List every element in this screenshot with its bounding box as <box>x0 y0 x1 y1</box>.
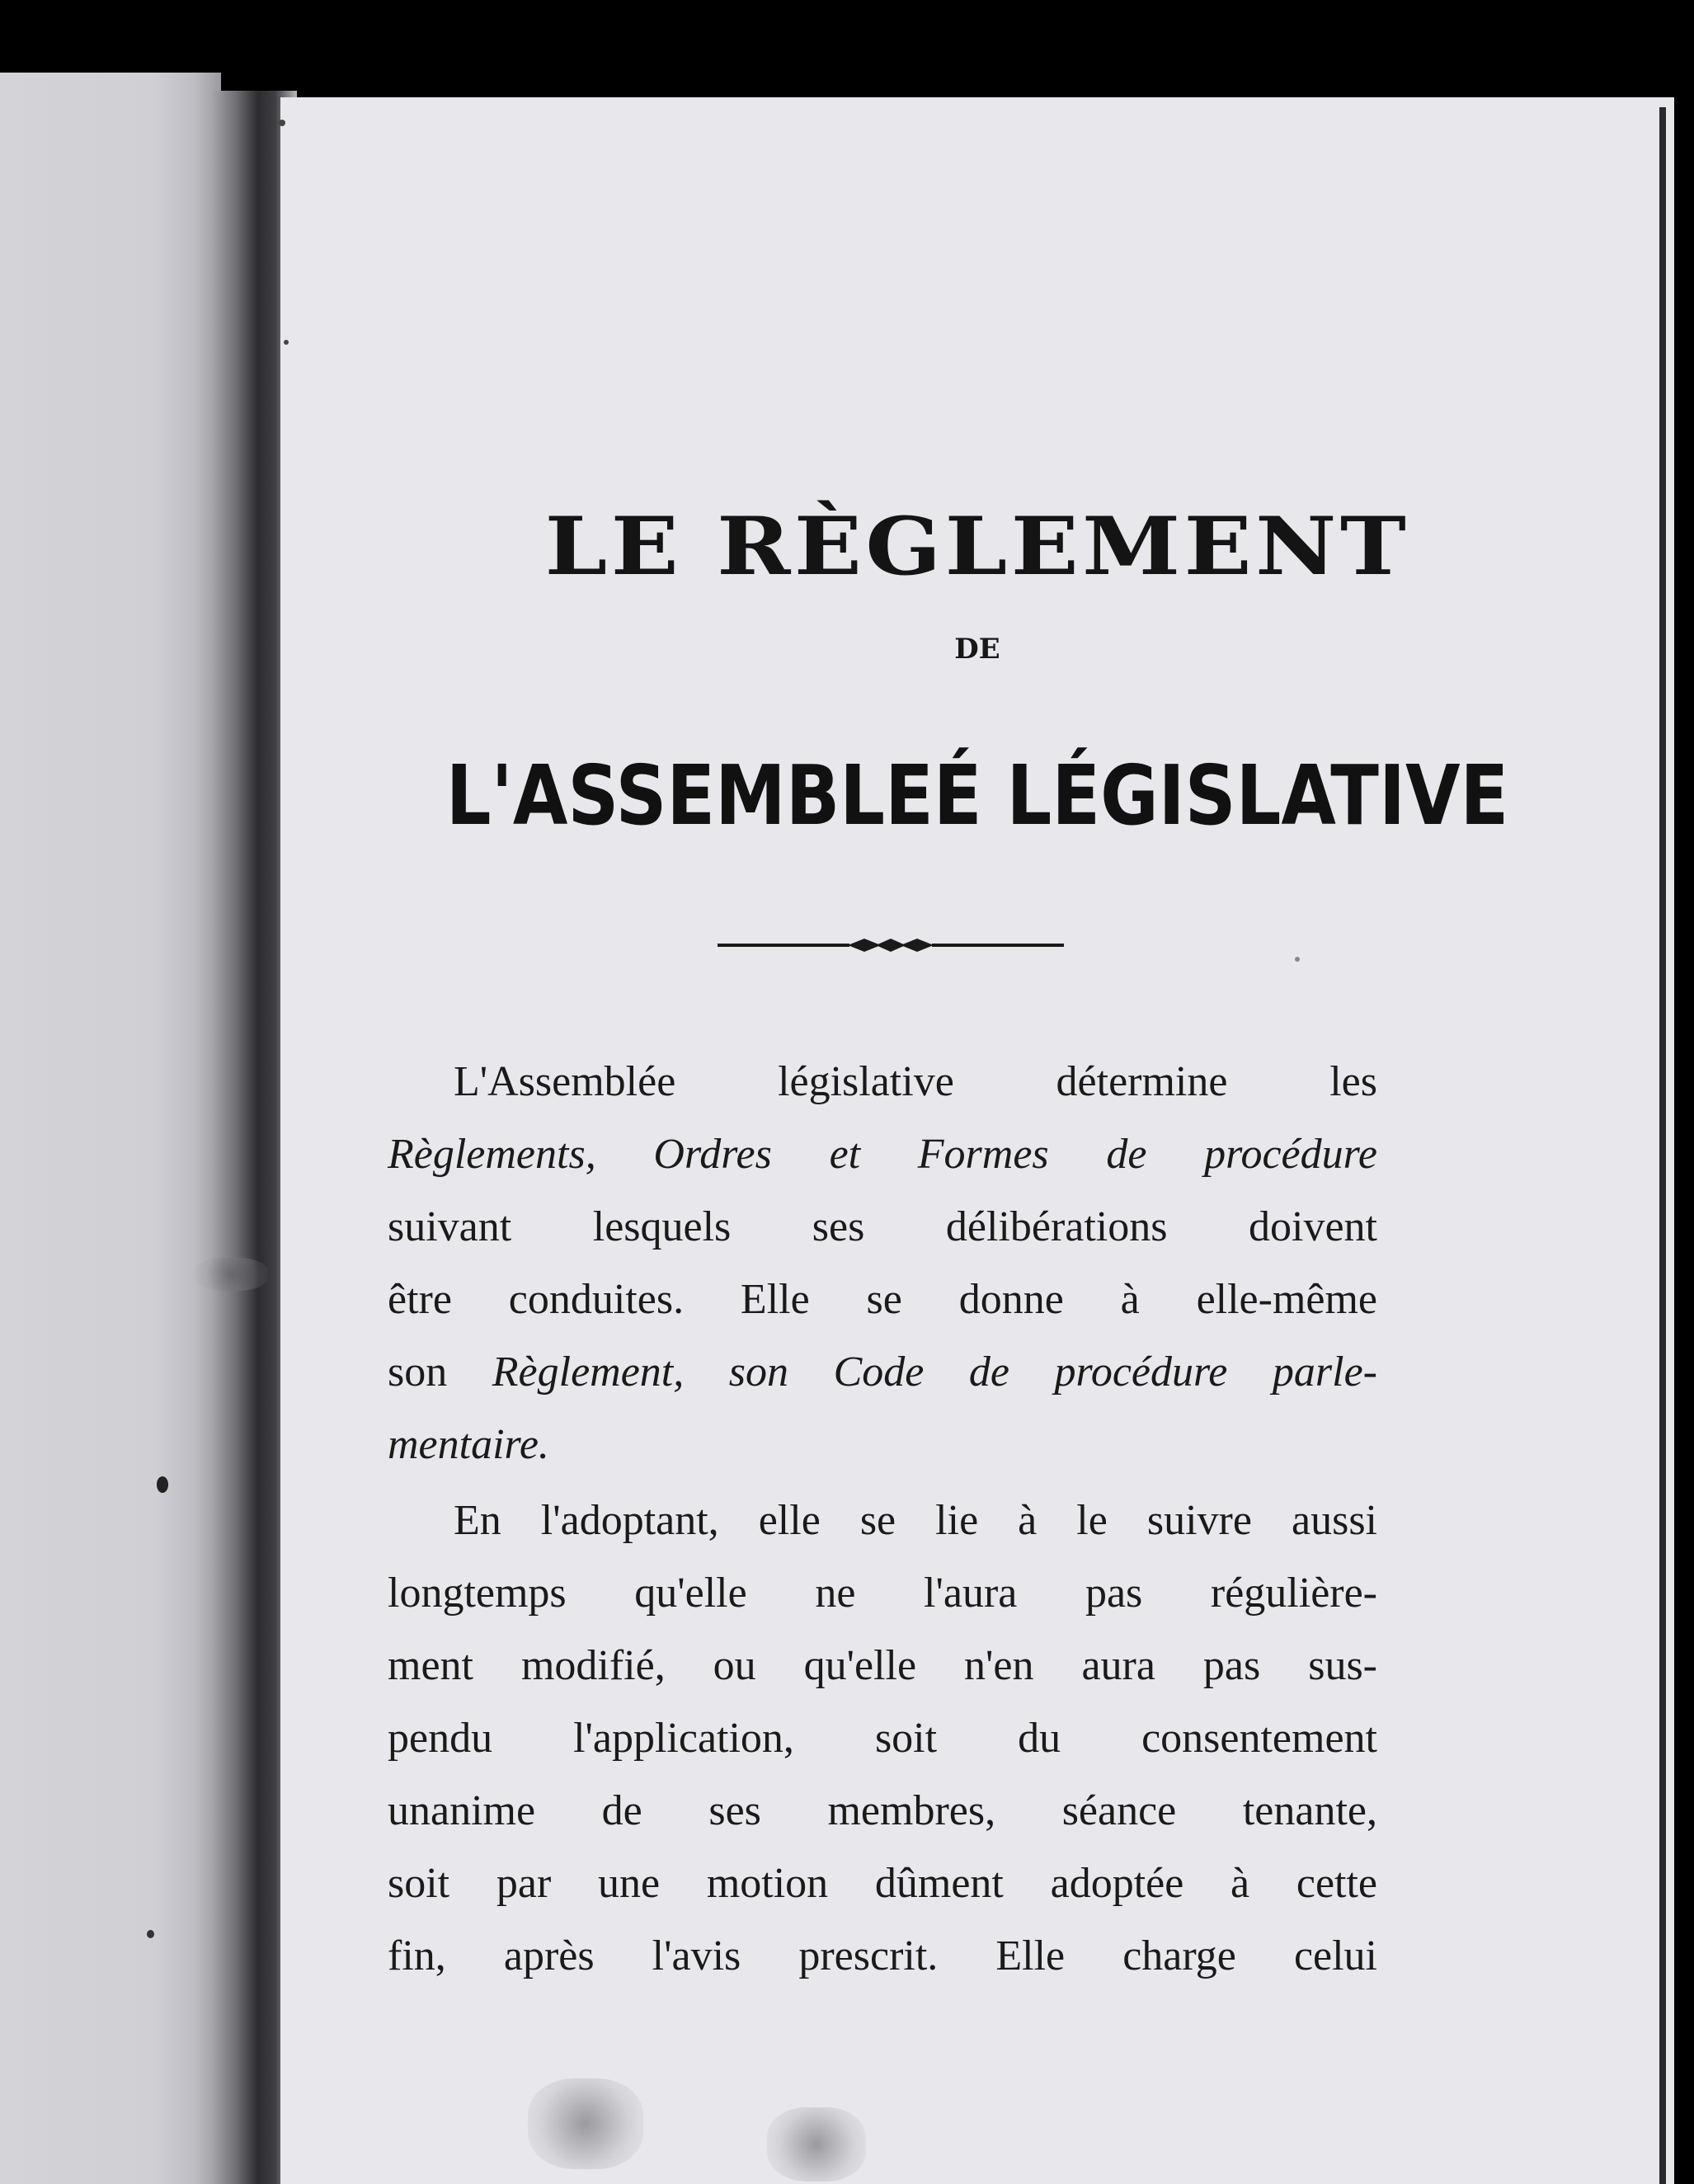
text-line: L'Assemblée législative détermine les <box>454 1058 1377 1105</box>
text-line: soit par une motion dûment adoptée à cette <box>388 1860 1377 1907</box>
text-line <box>388 1336 1377 1409</box>
scan-speck <box>157 1476 168 1493</box>
text-line: suivant lesquels ses délibérations doivent <box>388 1203 1377 1250</box>
paragraph-2 <box>388 1485 1377 1993</box>
document-subtitle: L'ASSEMBLEÉ LÉGISLATIVE <box>445 747 1509 844</box>
text-line: unanime de ses membres, séance tenante, <box>388 1787 1377 1834</box>
scan-speck <box>147 1930 154 1938</box>
scan-speck <box>1295 957 1300 962</box>
page-edge <box>1659 107 1666 2184</box>
title-connector: DE <box>954 633 1000 666</box>
text-line: En l'adoptant, elle se lie à le suivre aussi <box>454 1497 1377 1544</box>
scan-speck <box>284 340 289 345</box>
scan-noise <box>528 2078 643 2169</box>
scan-noise <box>767 2107 866 2182</box>
scan-speck <box>279 120 285 126</box>
paragraph-1 <box>388 1046 1377 1481</box>
text-line: longtemps qu'elle ne l'aura pas régulière- <box>388 1570 1377 1617</box>
divider-ornament <box>718 929 1064 962</box>
text-line: mentaire. <box>388 1421 549 1468</box>
text-line: être conduites. Elle se donne à elle-même <box>388 1276 1377 1323</box>
text-line: fin, après l'avis prescrit. Elle charge celui <box>388 1932 1377 1979</box>
text-segment-italic: Règlement, son Code de procédure parle- <box>492 1349 1377 1396</box>
left-facing-page <box>0 73 221 2184</box>
text-line: pendu l'application, soit du consentement <box>388 1715 1377 1762</box>
document-title: LE RÈGLEMENT <box>544 500 1410 593</box>
scan-noise <box>194 1258 268 1291</box>
text-segment: son <box>388 1349 492 1396</box>
text-line: ment modifié, ou qu'elle n'en aura pas sus- <box>388 1642 1377 1689</box>
text-line: Règlements, Ordres et Formes de procédure <box>388 1131 1377 1178</box>
ornament-diamond <box>901 939 934 952</box>
